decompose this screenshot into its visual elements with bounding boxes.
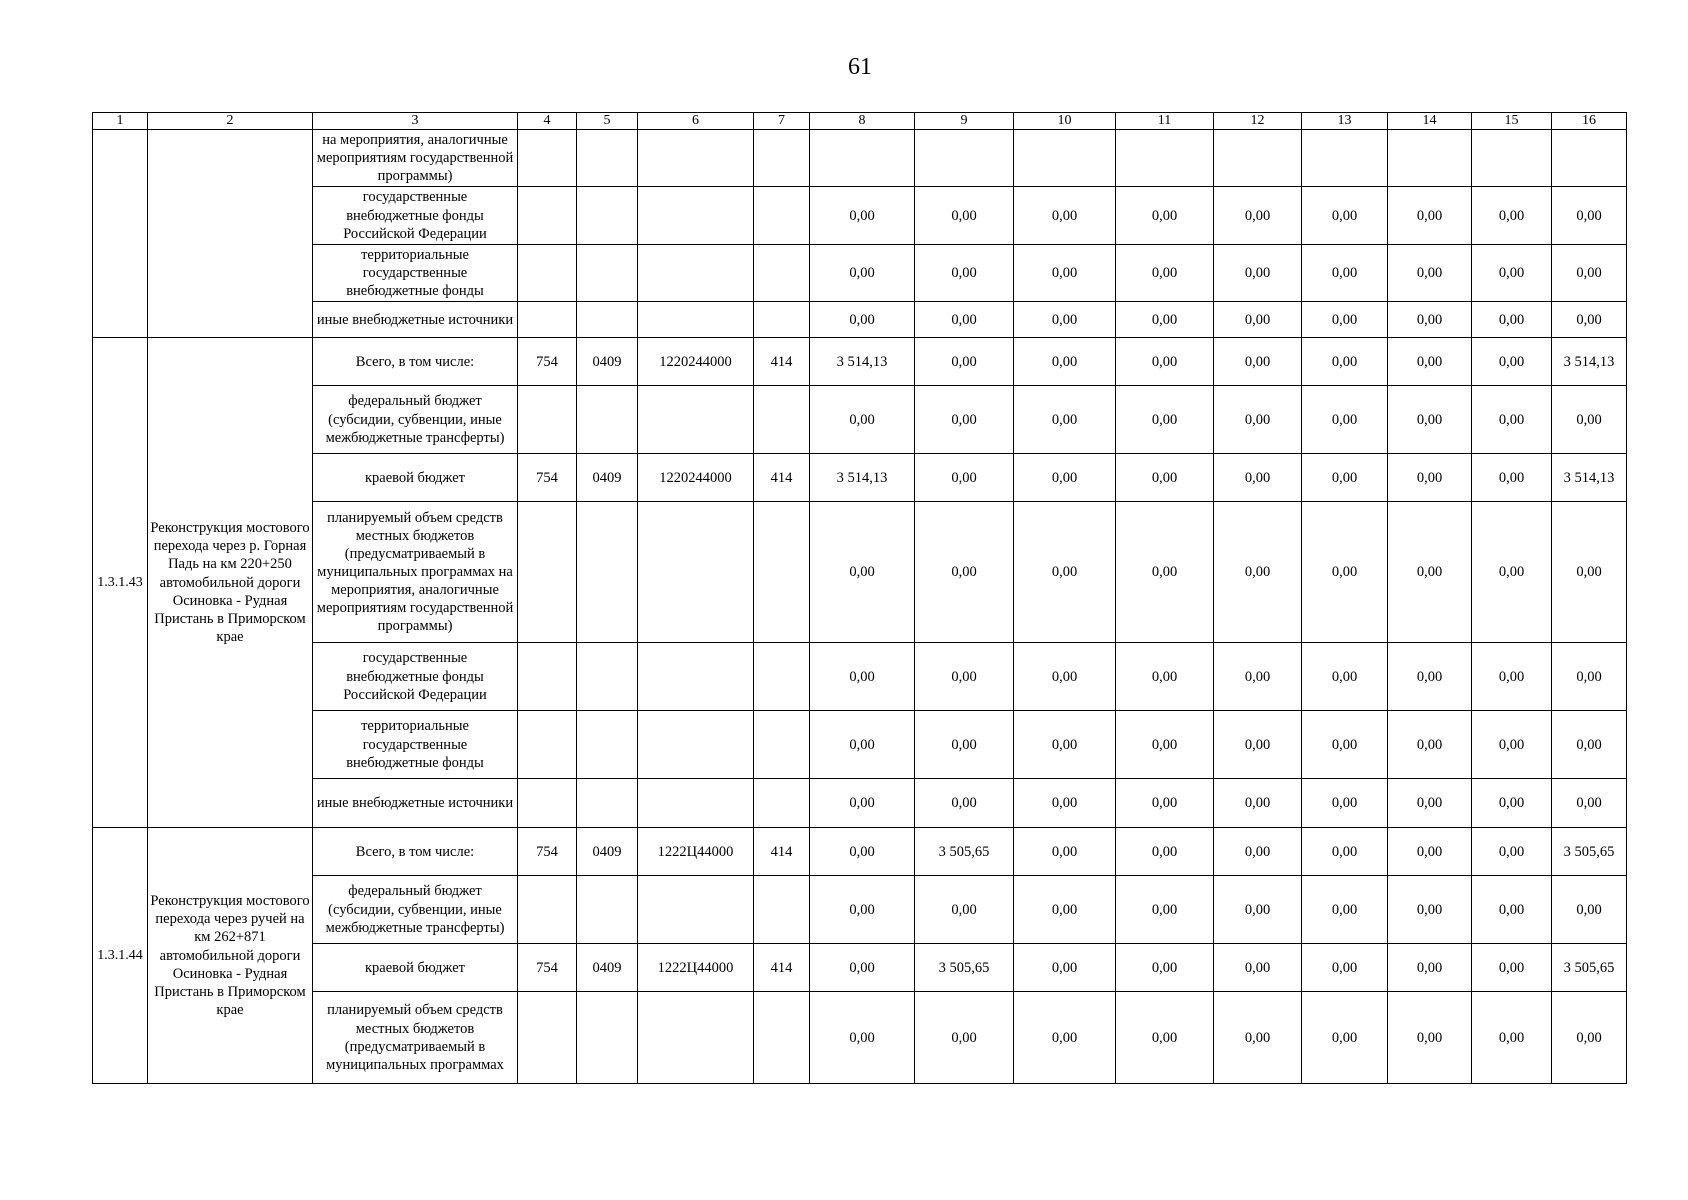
value-cell: 0,00 <box>1116 779 1214 828</box>
value-cell: 0,00 <box>915 454 1014 502</box>
value-cell: 0,00 <box>1014 187 1116 244</box>
value-cell: 0,00 <box>1552 711 1627 779</box>
value-cell: 0,00 <box>1116 643 1214 711</box>
value-cell: 0,00 <box>1214 338 1302 386</box>
value-cell: 0,00 <box>1302 643 1388 711</box>
value-cell: 3 505,65 <box>1552 944 1627 992</box>
value-cell <box>577 711 638 779</box>
value-cell: 0,00 <box>1388 244 1472 301</box>
value-cell: 0,00 <box>1014 711 1116 779</box>
table-row <box>93 944 1627 992</box>
value-cell: 0,00 <box>1302 187 1388 244</box>
value-cell: 0,00 <box>1014 302 1116 338</box>
value-cell: 0409 <box>577 828 638 876</box>
value-cell: 0,00 <box>1014 779 1116 828</box>
value-cell: 0,00 <box>1302 338 1388 386</box>
value-cell: 0,00 <box>1388 992 1472 1084</box>
value-cell: 0,00 <box>1552 992 1627 1084</box>
value-cell <box>1552 130 1627 187</box>
value-cell: 0,00 <box>915 643 1014 711</box>
funding-source: краевой бюджет <box>313 454 518 502</box>
value-cell <box>638 502 754 643</box>
value-cell: 0,00 <box>810 944 915 992</box>
value-cell: 0,00 <box>1388 779 1472 828</box>
value-cell: 0,00 <box>1116 876 1214 944</box>
item-name <box>148 130 313 338</box>
value-cell <box>577 876 638 944</box>
column-header: 10 <box>1014 113 1116 130</box>
value-cell <box>577 187 638 244</box>
value-cell: 0,00 <box>1014 876 1116 944</box>
value-cell: 0,00 <box>1552 302 1627 338</box>
table-row <box>93 992 1627 1084</box>
value-cell: 0,00 <box>1552 187 1627 244</box>
value-cell: 0,00 <box>1302 944 1388 992</box>
value-cell: 0,00 <box>1014 338 1116 386</box>
value-cell <box>518 711 577 779</box>
value-cell <box>754 876 810 944</box>
value-cell: 0,00 <box>1388 187 1472 244</box>
value-cell <box>1388 130 1472 187</box>
value-cell: 0,00 <box>1388 454 1472 502</box>
value-cell <box>915 130 1014 187</box>
table-row <box>93 454 1627 502</box>
column-header: 9 <box>915 113 1014 130</box>
column-header: 8 <box>810 113 915 130</box>
value-cell <box>577 643 638 711</box>
value-cell: 754 <box>518 828 577 876</box>
value-cell: 1222Ц44000 <box>638 828 754 876</box>
value-cell <box>518 643 577 711</box>
value-cell <box>754 187 810 244</box>
value-cell: 3 514,13 <box>810 338 915 386</box>
value-cell: 0,00 <box>1552 643 1627 711</box>
value-cell: 0,00 <box>1388 338 1472 386</box>
value-cell: 0,00 <box>1388 502 1472 643</box>
value-cell: 754 <box>518 338 577 386</box>
value-cell <box>754 302 810 338</box>
budget-table <box>92 112 1627 1084</box>
value-cell: 0,00 <box>1302 502 1388 643</box>
column-header: 2 <box>148 113 313 130</box>
value-cell <box>754 502 810 643</box>
funding-source: иные внебюджетные источники <box>313 779 518 828</box>
value-cell: 0,00 <box>1014 454 1116 502</box>
value-cell: 0,00 <box>915 876 1014 944</box>
value-cell: 0,00 <box>915 779 1014 828</box>
value-cell: 0,00 <box>1472 338 1552 386</box>
value-cell: 0,00 <box>1116 187 1214 244</box>
value-cell <box>1214 130 1302 187</box>
value-cell: 414 <box>754 338 810 386</box>
table-row <box>93 779 1627 828</box>
column-header: 3 <box>313 113 518 130</box>
value-cell: 0,00 <box>810 992 915 1084</box>
value-cell <box>638 130 754 187</box>
funding-source: федеральный бюджет (субсидии, субвенции, иные межбюджетные трансферты) <box>313 386 518 454</box>
value-cell: 0,00 <box>1214 454 1302 502</box>
value-cell: 0,00 <box>1214 944 1302 992</box>
value-cell: 0,00 <box>915 244 1014 301</box>
value-cell: 0,00 <box>810 386 915 454</box>
value-cell: 0,00 <box>1302 876 1388 944</box>
value-cell <box>638 302 754 338</box>
column-header: 5 <box>577 113 638 130</box>
funding-source: государственные внебюджетные фонды Российской Федерации <box>313 643 518 711</box>
value-cell: 0,00 <box>1116 992 1214 1084</box>
value-cell <box>638 876 754 944</box>
value-cell: 0,00 <box>810 828 915 876</box>
value-cell: 0,00 <box>1116 502 1214 643</box>
value-cell: 0,00 <box>1472 779 1552 828</box>
value-cell <box>518 992 577 1084</box>
item-code <box>93 130 148 338</box>
value-cell: 0,00 <box>1472 876 1552 944</box>
value-cell <box>518 502 577 643</box>
value-cell: 0,00 <box>1214 386 1302 454</box>
value-cell: 0,00 <box>1552 502 1627 643</box>
value-cell: 0,00 <box>1388 828 1472 876</box>
value-cell: 0,00 <box>1472 944 1552 992</box>
value-cell: 1220244000 <box>638 454 754 502</box>
value-cell: 0,00 <box>1472 244 1552 301</box>
value-cell <box>754 386 810 454</box>
value-cell: 0,00 <box>1116 244 1214 301</box>
table-row <box>93 130 1627 187</box>
column-header: 6 <box>638 113 754 130</box>
value-cell <box>638 244 754 301</box>
value-cell: 0,00 <box>810 502 915 643</box>
funding-source: на мероприятия, аналогичные мероприятиям государственной программы) <box>313 130 518 187</box>
value-cell: 0,00 <box>1214 244 1302 301</box>
table-row <box>93 244 1627 301</box>
value-cell: 0,00 <box>1116 386 1214 454</box>
value-cell: 0,00 <box>1388 711 1472 779</box>
value-cell: 3 514,13 <box>1552 454 1627 502</box>
value-cell: 0,00 <box>1552 876 1627 944</box>
value-cell: 0,00 <box>915 386 1014 454</box>
value-cell: 0,00 <box>1302 992 1388 1084</box>
value-cell <box>638 992 754 1084</box>
table-row <box>93 386 1627 454</box>
value-cell: 0,00 <box>810 244 915 301</box>
value-cell: 0409 <box>577 454 638 502</box>
value-cell <box>577 302 638 338</box>
value-cell: 0,00 <box>1214 992 1302 1084</box>
table-row <box>93 187 1627 244</box>
value-cell: 414 <box>754 944 810 992</box>
value-cell: 414 <box>754 454 810 502</box>
value-cell: 0,00 <box>810 779 915 828</box>
value-cell <box>577 130 638 187</box>
column-header: 13 <box>1302 113 1388 130</box>
value-cell: 0,00 <box>915 338 1014 386</box>
value-cell <box>754 992 810 1084</box>
value-cell: 0,00 <box>1388 386 1472 454</box>
value-cell: 0,00 <box>1302 302 1388 338</box>
value-cell: 0,00 <box>1302 711 1388 779</box>
value-cell <box>518 386 577 454</box>
value-cell: 0,00 <box>1014 244 1116 301</box>
value-cell: 0,00 <box>1388 944 1472 992</box>
funding-source: Всего, в том числе: <box>313 338 518 386</box>
value-cell <box>754 711 810 779</box>
funding-source: территориальные государственные внебюджетные фонды <box>313 711 518 779</box>
value-cell: 3 505,65 <box>915 944 1014 992</box>
value-cell <box>577 992 638 1084</box>
column-number-row <box>93 113 1627 130</box>
item-code: 1.3.1.44 <box>93 828 148 1084</box>
value-cell <box>638 643 754 711</box>
funding-source: территориальные государственные внебюджетные фонды <box>313 244 518 301</box>
value-cell: 0,00 <box>1472 454 1552 502</box>
table-row <box>93 828 1627 876</box>
column-header: 15 <box>1472 113 1552 130</box>
table-row <box>93 338 1627 386</box>
value-cell <box>518 302 577 338</box>
funding-source: иные внебюджетные источники <box>313 302 518 338</box>
value-cell: 3 514,13 <box>810 454 915 502</box>
value-cell: 0,00 <box>810 187 915 244</box>
value-cell: 0,00 <box>1014 992 1116 1084</box>
value-cell: 0,00 <box>1214 302 1302 338</box>
funding-source: планируемый объем средств местных бюджетов (предусматриваемый в муниципальных программах <box>313 992 518 1084</box>
value-cell: 0,00 <box>1302 828 1388 876</box>
value-cell: 0,00 <box>1388 876 1472 944</box>
table-row <box>93 876 1627 944</box>
value-cell <box>577 244 638 301</box>
value-cell <box>518 876 577 944</box>
value-cell: 0,00 <box>1388 643 1472 711</box>
value-cell: 0,00 <box>810 643 915 711</box>
value-cell <box>638 187 754 244</box>
table-row <box>93 711 1627 779</box>
value-cell: 0,00 <box>1116 944 1214 992</box>
item-code: 1.3.1.43 <box>93 338 148 828</box>
value-cell <box>754 779 810 828</box>
column-header: 16 <box>1552 113 1627 130</box>
value-cell: 754 <box>518 944 577 992</box>
value-cell <box>518 244 577 301</box>
value-cell: 0,00 <box>1116 711 1214 779</box>
value-cell: 0,00 <box>915 302 1014 338</box>
value-cell: 0,00 <box>1472 302 1552 338</box>
value-cell <box>1116 130 1214 187</box>
value-cell: 0409 <box>577 944 638 992</box>
column-header: 1 <box>93 113 148 130</box>
value-cell: 0,00 <box>810 876 915 944</box>
value-cell: 3 514,13 <box>1552 338 1627 386</box>
value-cell <box>754 244 810 301</box>
value-cell: 0,00 <box>1014 643 1116 711</box>
value-cell <box>1472 130 1552 187</box>
page-number: 61 <box>848 54 872 80</box>
value-cell: 0,00 <box>915 711 1014 779</box>
value-cell: 1222Ц44000 <box>638 944 754 992</box>
value-cell: 0,00 <box>1302 779 1388 828</box>
column-header: 7 <box>754 113 810 130</box>
value-cell: 0,00 <box>1214 187 1302 244</box>
value-cell: 3 505,65 <box>1552 828 1627 876</box>
column-header: 11 <box>1116 113 1214 130</box>
funding-source: государственные внебюджетные фонды Российской Федерации <box>313 187 518 244</box>
value-cell: 0,00 <box>1214 711 1302 779</box>
table-row <box>93 502 1627 643</box>
value-cell: 0,00 <box>1014 944 1116 992</box>
value-cell: 0,00 <box>915 992 1014 1084</box>
value-cell: 0,00 <box>1302 454 1388 502</box>
value-cell: 0,00 <box>1302 244 1388 301</box>
funding-source: планируемый объем средств местных бюджетов (предусматриваемый в муниципальных программах на мероприятия, аналогичные мероприятиям государственной программы) <box>313 502 518 643</box>
value-cell: 0,00 <box>1302 386 1388 454</box>
value-cell <box>577 779 638 828</box>
value-cell: 0,00 <box>1472 187 1552 244</box>
value-cell: 0,00 <box>1214 828 1302 876</box>
value-cell <box>518 187 577 244</box>
value-cell: 0,00 <box>1214 643 1302 711</box>
value-cell <box>577 502 638 643</box>
value-cell: 0,00 <box>810 711 915 779</box>
funding-source: краевой бюджет <box>313 944 518 992</box>
value-cell: 0,00 <box>1552 244 1627 301</box>
item-name: Реконструкция мостового перехода через р. Горная Падь на км 220+250 автомобильной дороги Осиновка - Рудная Пристань в Приморском крае <box>148 338 313 828</box>
value-cell: 3 505,65 <box>915 828 1014 876</box>
value-cell <box>754 130 810 187</box>
funding-source: федеральный бюджет (субсидии, субвенции, иные межбюджетные трансферты) <box>313 876 518 944</box>
value-cell <box>638 386 754 454</box>
value-cell: 0,00 <box>1472 711 1552 779</box>
value-cell: 0,00 <box>915 502 1014 643</box>
value-cell <box>810 130 915 187</box>
column-header: 12 <box>1214 113 1302 130</box>
value-cell: 0,00 <box>1388 302 1472 338</box>
table-row <box>93 643 1627 711</box>
value-cell <box>577 386 638 454</box>
value-cell: 0,00 <box>915 187 1014 244</box>
value-cell: 0,00 <box>1552 779 1627 828</box>
value-cell <box>638 779 754 828</box>
column-header: 4 <box>518 113 577 130</box>
value-cell: 1220244000 <box>638 338 754 386</box>
value-cell: 0,00 <box>1014 386 1116 454</box>
value-cell: 754 <box>518 454 577 502</box>
value-cell: 0,00 <box>1472 992 1552 1084</box>
value-cell <box>1302 130 1388 187</box>
value-cell: 0,00 <box>1214 502 1302 643</box>
value-cell <box>1014 130 1116 187</box>
value-cell: 0,00 <box>1116 828 1214 876</box>
funding-source: Всего, в том числе: <box>313 828 518 876</box>
value-cell: 0,00 <box>1214 876 1302 944</box>
table-row <box>93 302 1627 338</box>
value-cell: 0,00 <box>1472 828 1552 876</box>
value-cell: 0,00 <box>1472 386 1552 454</box>
value-cell: 0,00 <box>1014 502 1116 643</box>
value-cell: 414 <box>754 828 810 876</box>
value-cell <box>638 711 754 779</box>
value-cell: 0,00 <box>1116 302 1214 338</box>
value-cell <box>518 779 577 828</box>
value-cell: 0409 <box>577 338 638 386</box>
value-cell: 0,00 <box>1552 386 1627 454</box>
value-cell: 0,00 <box>1116 338 1214 386</box>
value-cell <box>518 130 577 187</box>
value-cell: 0,00 <box>1472 502 1552 643</box>
item-name: Реконструкция мостового перехода через ручей на км 262+871 автомобильной дороги Осиновка - Рудная Пристань в Приморском крае <box>148 828 313 1084</box>
column-header: 14 <box>1388 113 1472 130</box>
value-cell: 0,00 <box>810 302 915 338</box>
value-cell: 0,00 <box>1472 643 1552 711</box>
value-cell <box>754 643 810 711</box>
value-cell: 0,00 <box>1214 779 1302 828</box>
value-cell: 0,00 <box>1014 828 1116 876</box>
value-cell: 0,00 <box>1116 454 1214 502</box>
